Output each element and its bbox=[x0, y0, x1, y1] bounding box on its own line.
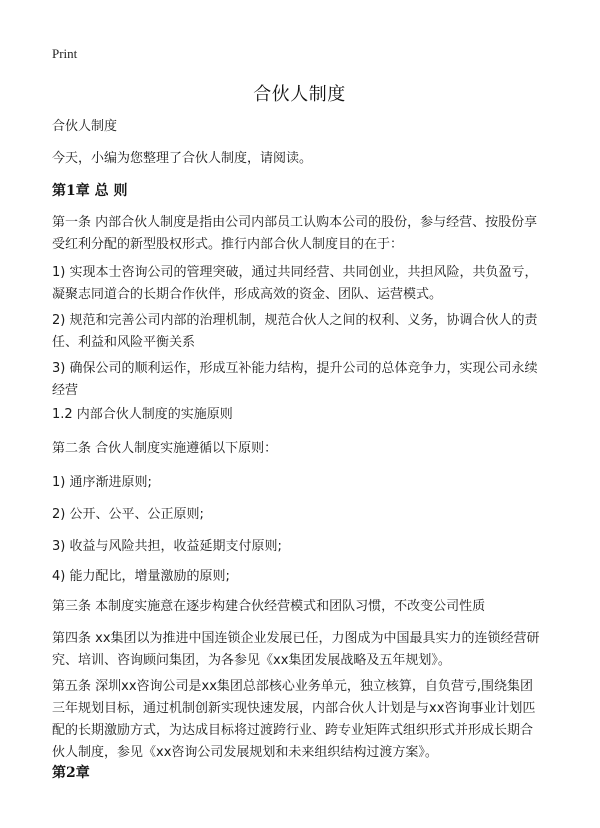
article-4-paragraph: 第四条 xx集团以为推进中国连锁企业发展已任，力图成为中国最具实力的连锁经营研究、培训、咨询顾问集团，为各参见《xx集团发展战略及五年规划》。 bbox=[52, 631, 540, 668]
principle-1: 1) 通序渐进原则; bbox=[52, 475, 152, 490]
chapter-2-heading: 第2章 bbox=[52, 765, 90, 781]
article-5-paragraph: 第五条 深圳xx咨询公司是xx集团总部核心业务单元，独立核算，自负营亏,围绕集团三年规划目标，通过机制创新实现快速发展，内部合伙人计划是与xx咨询事业计划匹配的长期激励方式，为达成目标将过渡跨行业、跨专业矩阵式组织形式并形成长期合伙人制度，参见《xx咨询公司发展规划和未来组织结构过渡方案》。 bbox=[52, 679, 536, 760]
principle-4: 4) 能力配比，增量激励的原则; bbox=[52, 569, 230, 584]
document-title: 合伙人制度 bbox=[253, 84, 346, 105]
list-item-3: 3) 确保公司的顺利运作，形成互补能力结构，提升公司的总体竞争力，实现公司永续经营 bbox=[52, 361, 538, 398]
article-3-paragraph: 第三条 本制度实施意在逐步构建合伙经营模式和团队习惯，不改变公司性质 bbox=[52, 599, 486, 614]
section-1-2-heading: 1.2 内部合伙人制度的实施原则 bbox=[52, 407, 233, 422]
article-2-paragraph: 第二条 合伙人制度实施遵循以下原则： bbox=[52, 441, 278, 456]
principle-2: 2) 公开、公平、公正原则; bbox=[52, 507, 204, 522]
document-subtitle: 合伙人制度 bbox=[52, 119, 118, 134]
chapter-1-heading: 第1章 总 则 bbox=[52, 183, 128, 199]
list-item-1: 1) 实现本士咨询公司的管理突破，通过共同经营、共同创业，共担风险，共负盈亏，凝聚志同道合的长期合作伙伴，形成高效的资金、团队、运营模式。 bbox=[52, 265, 538, 302]
article-1-paragraph: 第一条 内部合伙人制度是指由公司内部员工认购本公司的股份，参与经营、按股份享受红利分配的新型股权形式。推行内部合伙人制度目的在于： bbox=[52, 215, 538, 252]
print-label: Print bbox=[52, 46, 78, 61]
intro-paragraph: 今天，小编为您整理了合伙人制度，请阅读。 bbox=[52, 151, 313, 166]
principle-3: 3) 收益与风险共担，收益延期支付原则; bbox=[52, 539, 282, 554]
list-item-2: 2) 规范和完善公司内部的治理机制，规范合伙人之间的权利、义务，协调合伙人的责任、利益和风险平衡关系 bbox=[52, 313, 538, 350]
